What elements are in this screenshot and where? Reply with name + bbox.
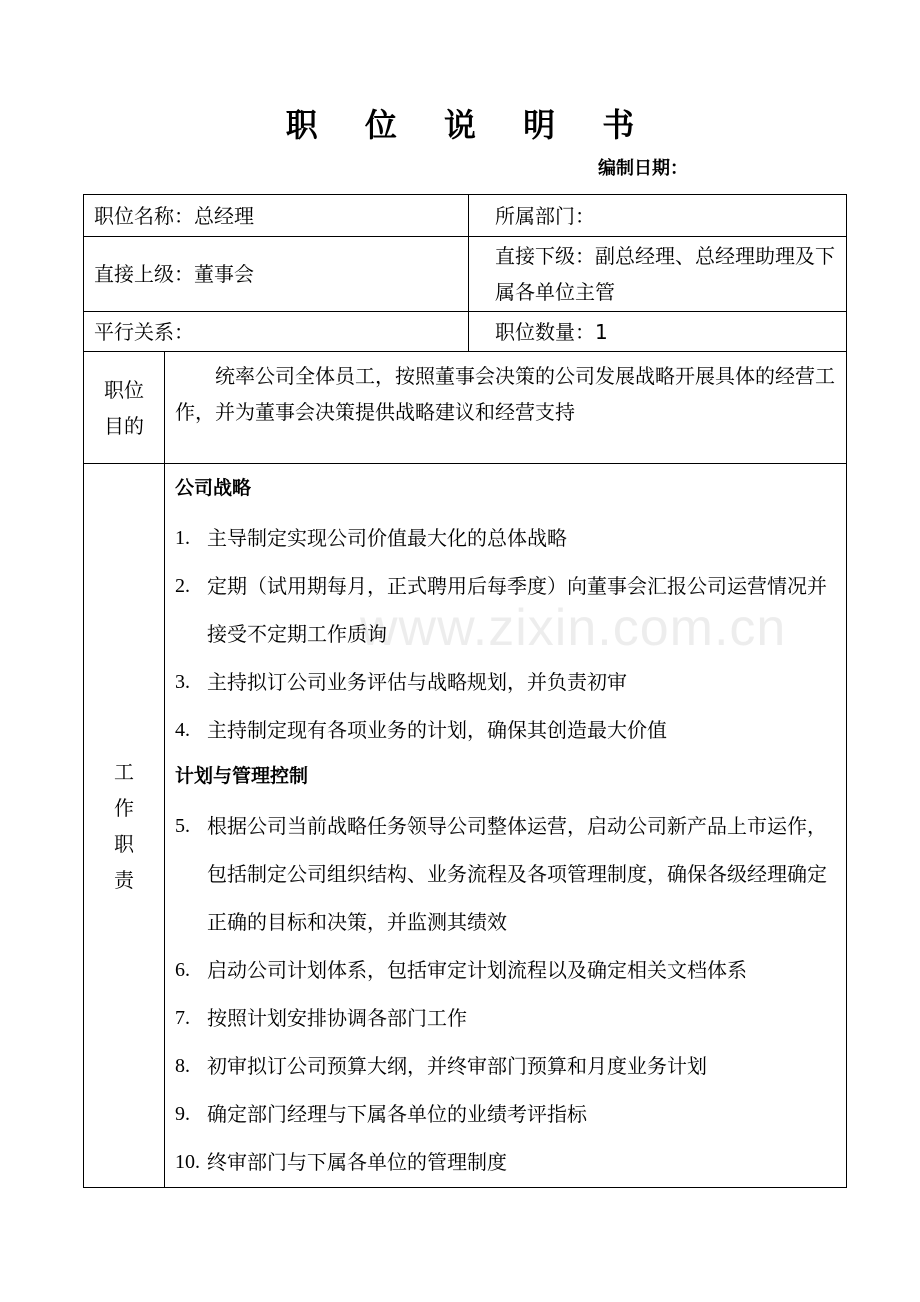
list-item xyxy=(175,802,840,946)
item-number: 7. xyxy=(175,1007,190,1029)
table-row xyxy=(84,237,847,312)
list-item xyxy=(175,946,840,994)
item-number: 6. xyxy=(175,959,190,981)
section-title-planning: 计划与管理控制 xyxy=(175,765,309,787)
list-item xyxy=(175,994,840,1042)
list-item xyxy=(175,706,840,754)
list-item xyxy=(175,1138,840,1186)
item-number: 3. xyxy=(175,671,190,693)
table-row xyxy=(84,312,847,352)
item-text: 主持制定现有各项业务的计划，确保其创造最大价值 xyxy=(207,718,667,742)
item-text: 终审部门与下属各单位的管理制度 xyxy=(207,1150,507,1174)
item-text: 初审拟订公司预算大纲，并终审部门预算和月度业务计划 xyxy=(207,1054,707,1078)
list-item xyxy=(175,1042,840,1090)
item-number: 2. xyxy=(175,575,190,597)
list-item xyxy=(175,562,840,658)
item-text: 启动公司计划体系，包括审定计划流程以及确定相关文档体系 xyxy=(207,958,747,982)
duties-content-cell xyxy=(165,464,847,1188)
item-number: 1. xyxy=(175,527,190,549)
parallel-relation-cell: 平行关系： xyxy=(84,312,469,352)
table-row xyxy=(84,195,847,237)
table-row xyxy=(84,352,847,464)
purpose-label-line: 目的 xyxy=(104,413,144,438)
item-text: 根据公司当前战略任务领导公司整体运营，启动公司新产品上市运作，包括制定公司组织结构、业务流程及各项管理制度，确保各级经理确定正确的目标和决策，并监测其绩效 xyxy=(207,814,827,934)
list-item xyxy=(175,658,840,706)
purpose-label-cell xyxy=(84,352,165,464)
item-number: 10. xyxy=(175,1151,200,1173)
item-number: 5. xyxy=(175,815,190,837)
subordinates-cell: 直接下级：副总经理、总经理助理及下属各单位主管 xyxy=(469,237,847,312)
compile-date-label: 编制日期： xyxy=(598,158,688,179)
item-text: 按照计划安排协调各部门工作 xyxy=(207,1006,467,1030)
section-title-strategy: 公司战略 xyxy=(175,477,252,499)
duties-label-cell xyxy=(84,464,165,1188)
list-item xyxy=(175,514,840,562)
purpose-label-line: 职位 xyxy=(104,377,144,402)
superior-cell: 直接上级：董事会 xyxy=(84,237,469,312)
item-number: 8. xyxy=(175,1055,190,1077)
position-quantity-cell: 职位数量：1 xyxy=(469,312,847,352)
item-text: 主导制定实现公司价值最大化的总体战略 xyxy=(207,526,567,550)
duties-label-char: 责 xyxy=(114,867,134,892)
item-number: 9. xyxy=(175,1103,190,1125)
duties-label-char: 职 xyxy=(114,831,134,856)
page-title: 职 位 说 明 书 xyxy=(285,106,653,144)
item-number: 4. xyxy=(175,719,190,741)
item-text: 确定部门经理与下属各单位的业绩考评指标 xyxy=(207,1102,587,1126)
watermark: www.zixin.com.cn xyxy=(360,599,787,657)
list-item xyxy=(175,1090,840,1138)
purpose-text-cell: 统率公司全体员工，按照董事会决策的公司发展战略开展具体的经营工作，并为董事会决策提供战略建议和经营支持 xyxy=(165,352,847,464)
table-row xyxy=(84,464,847,1188)
position-name-cell: 职位名称：总经理 xyxy=(84,195,469,237)
item-text: 主持拟订公司业务评估与战略规划，并负责初审 xyxy=(207,670,627,694)
item-text: 定期（试用期每月，正式聘用后每季度）向董事会汇报公司运营情况并接受不定期工作质询 xyxy=(207,574,827,646)
duties-label-char: 作 xyxy=(114,795,134,820)
job-description-table xyxy=(83,194,847,1188)
department-cell: 所属部门： xyxy=(469,195,847,237)
duties-label-char: 工 xyxy=(114,759,134,784)
